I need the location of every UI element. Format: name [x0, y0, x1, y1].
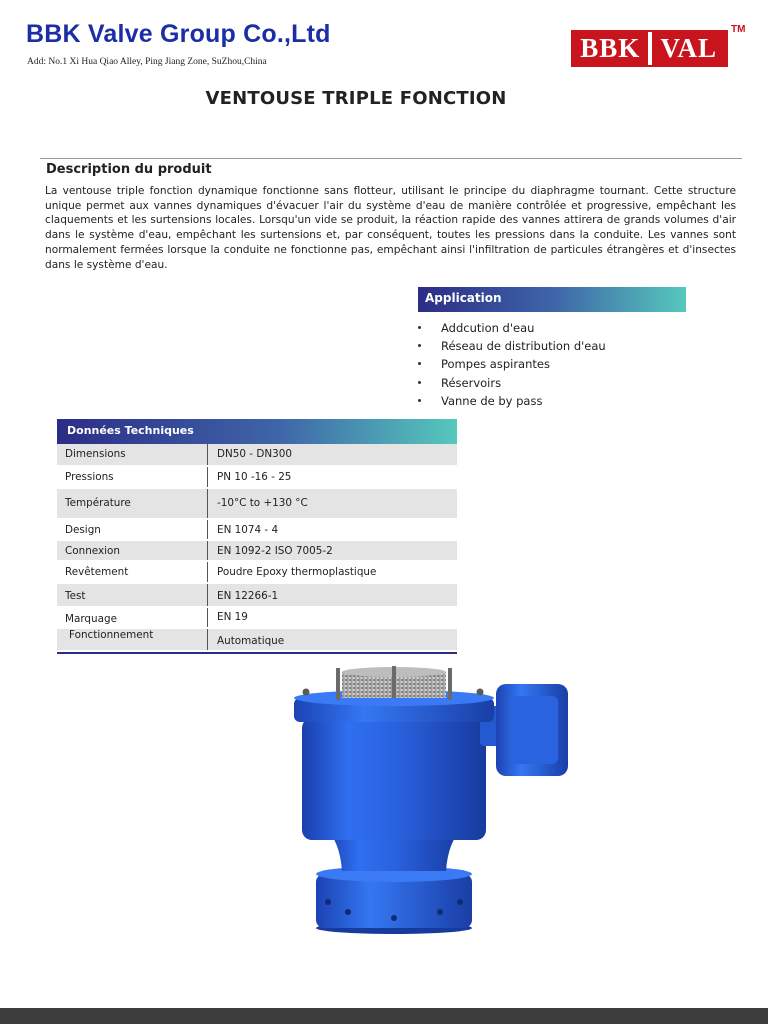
technical-data-heading: Données Techniques [57, 419, 457, 444]
application-item: Vanne de by pass [441, 393, 543, 408]
table-key: Test [57, 584, 208, 606]
table-value: EN 19 [217, 611, 248, 623]
table-row [57, 584, 457, 608]
table-row [57, 467, 457, 489]
bullet-icon [418, 326, 421, 329]
technical-data-rows [57, 444, 457, 654]
description-heading: Description du produit [46, 162, 212, 177]
list-item [418, 376, 606, 394]
bullet-icon [418, 344, 421, 347]
table-key: Dimensions [57, 444, 208, 465]
application-item: Addcution d'eau [441, 321, 535, 335]
page-title: VENTOUSE TRIPLE FONCTION [205, 88, 507, 109]
list-item [418, 357, 606, 375]
logo-text-left: BBK [573, 32, 648, 65]
table-row [57, 489, 457, 520]
table-value: EN 12266-1 [217, 590, 279, 602]
table-key: Marquage [57, 608, 208, 627]
application-heading: Application [418, 287, 686, 312]
table-key: Pressions [57, 467, 208, 487]
table-key: Revêtement [57, 562, 208, 582]
list-item [418, 394, 606, 412]
technical-data-table [57, 419, 457, 654]
logo-text-right: VAL [652, 32, 727, 65]
bullet-icon [418, 362, 421, 365]
table-key: Design [57, 520, 208, 539]
section-divider [40, 158, 742, 159]
bullet-icon [418, 399, 421, 402]
trademark-mark: TM [731, 24, 746, 35]
table-value: EN 1092-2 ISO 7005-2 [217, 545, 333, 557]
bullet-icon [418, 381, 421, 384]
table-value: DN50 - DN300 [217, 448, 292, 460]
list-item [418, 321, 606, 339]
brand-logo [571, 30, 728, 67]
application-item: Réseau de distribution d'eau [441, 339, 606, 354]
application-item: Réservoirs [441, 375, 502, 390]
table-value: Automatique [217, 635, 285, 647]
table-row [57, 520, 457, 541]
company-address: Add: No.1 Xi Hua Qiao Alley, Ping Jiang Zone, SuZhou,China [27, 57, 267, 67]
table-key: Connexion [57, 541, 208, 560]
company-name: BBK Valve Group Co.,Ltd [26, 20, 331, 48]
application-list [418, 321, 606, 412]
application-item: Pompes aspirantes [441, 357, 550, 372]
description-text: La ventouse triple fonction dynamique fonctionne sans flotteur, utilisant le principe du diaphragme tournant. Cette structure unique permet aux vannes dynamiques d'évacuer l'air du système d'eau de manière contrôlée et progressive, empêchant les claquements et les surtensions locales. Lorsqu'un vide se produit, la réaction rapide des vannes attirera de grands volumes d'air dans le système d'eau, empêchant les surtensions et, par conséquent, toutes les pressions dans la conduite. Les vannes sont normalement fermées lorsque la conduite ne fonctionne pas, empêchant ainsi l'infiltration de particules étrangères et d'insectes dans le système d'eau. [45, 185, 736, 271]
table-value: PN 10 -16 - 25 [217, 471, 292, 483]
table-value: -10°C to +130 °C [217, 497, 308, 509]
table-key: Fonctionnement [57, 629, 208, 650]
footer-bar [0, 1008, 768, 1024]
table-row [57, 541, 457, 562]
table-value: Poudre Epoxy thermoplastique [217, 566, 377, 578]
table-row [57, 608, 457, 629]
table-row [57, 444, 457, 467]
table-row [57, 629, 457, 652]
table-key: Température [57, 489, 208, 518]
list-item [418, 339, 606, 357]
table-row [57, 562, 457, 584]
table-value: EN 1074 - 4 [217, 524, 279, 536]
air-valve-product-image [284, 666, 574, 936]
